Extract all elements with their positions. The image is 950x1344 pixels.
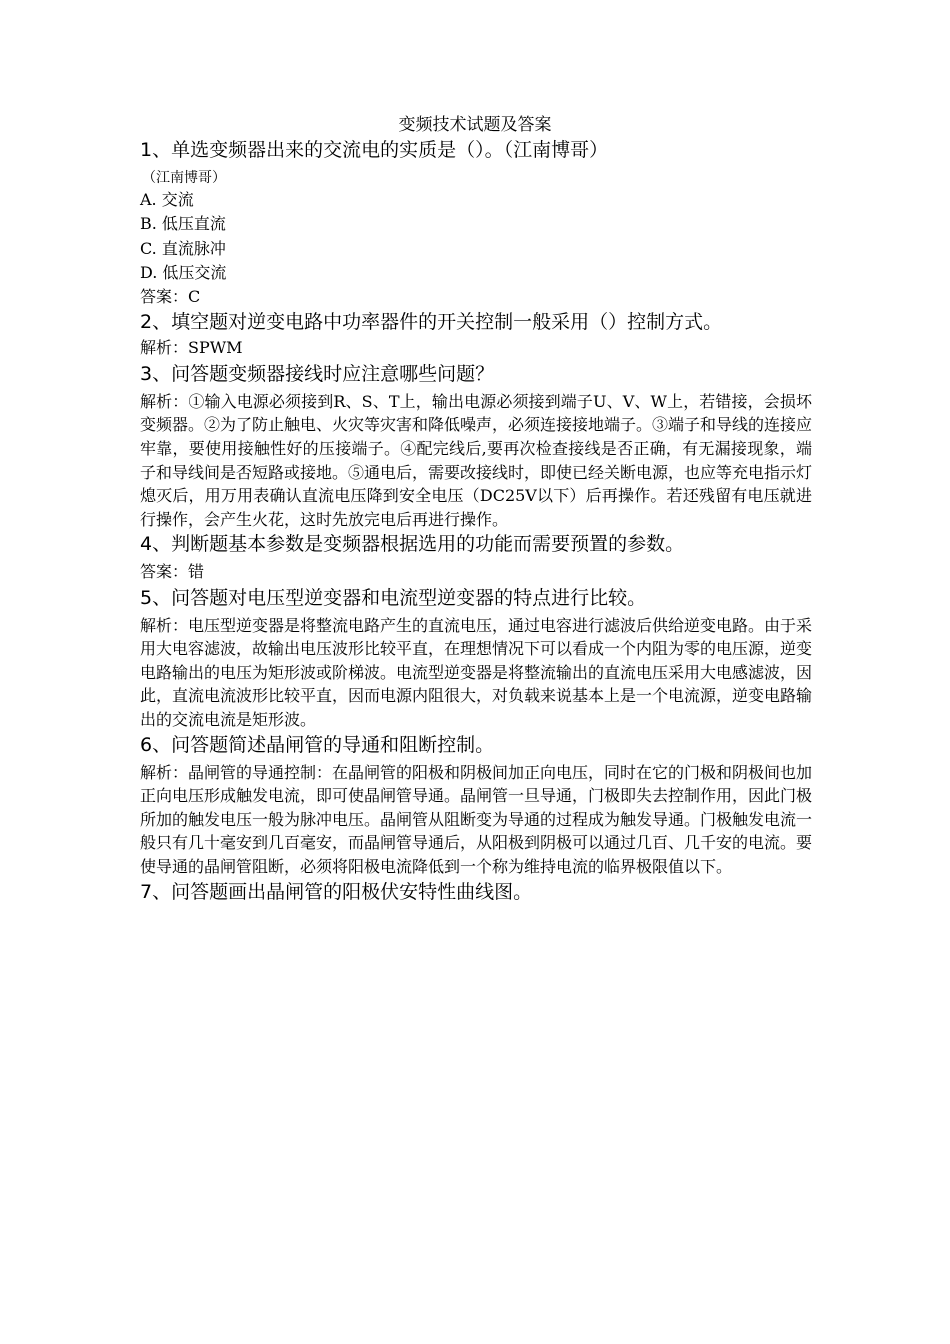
question-1-heading: 1、单选变频器出来的交流电的实质是（）。（江南博哥） [140, 139, 609, 161]
question-3-heading: 3、问答题变频器接线时应注意哪些问题？ [140, 362, 495, 385]
question-1-option-b: B. 低压直流 [140, 214, 226, 234]
question-2-analysis: 解析：SPWM [140, 338, 243, 358]
question-2-heading: 2、填空题对逆变电路中功率器件的开关控制一般采用（）控制方式。 [140, 311, 723, 334]
question-6-heading: 6、问答题简述晶闸管的导通和阻断控制。 [140, 733, 495, 756]
question-1-answer: 答案：C [140, 287, 201, 307]
question-1-option-a: A. 交流 [140, 190, 194, 209]
document-body [140, 137, 812, 906]
document-title: 变频技术试题及答案 [398, 115, 552, 135]
question-5-analysis: 解析：电压型逆变器是将整流电路产生的直流电压，通过电容进行滤波后供给逆变电路。由于采用大电容滤波，故输出电压波形比较平直，在理想情况下可以看成一个内阻为零的电压源，逆变电路输出的电压为矩形波或阶梯波。电流型逆变器是将整流输出的直流电压采用大电感滤波，因此，直流电流波形比较平直，因而电源内阻很大，对负载来说基本上是一个电流源，逆变电路输出的交流电流是矩形波。 [140, 615, 813, 730]
question-1-option-c: C. 直流脉冲 [140, 238, 226, 258]
question-6-analysis: 解析：晶闸管的导通控制：在晶闸管的阳极和阴极间加正向电压，同时在它的门极和阴极间也加正向电压形成触发电流，即可使晶闸管导通。晶闸管一旦导通，门极即失去控制作用，因此门极所加的触发电压一般为脉冲电压。晶闸管从阻断变为导通的过程成为触发导通。门极触发电流一般只有几十毫安到几百毫安，而晶闸管导通后，从阳极到阴极可以通过几百、几千安的电流。要使导通的晶闸管阻断，必须将阳极电流降低到一个称为维持电流的临界极限值以下。 [140, 762, 813, 876]
question-4-heading: 4、判断题基本参数是变频器根据选用的功能而需要预置的参数。 [140, 533, 685, 556]
question-1-source-note: （江南博哥） [142, 170, 226, 186]
question-5-heading: 5、问答题对电压型逆变器和电流型逆变器的特点进行比较。 [140, 586, 647, 609]
question-7-heading: 7、问答题画出晶闸管的阳极伏安特性曲线图。 [140, 880, 533, 903]
question-3-analysis: 解析：①输入电源必须接到R、S、T上，输出电源必须接到端子U、V、W上，若错接，会损坏变频器。②为了防止触电、火灾等灾害和降低噪声，必须连接接地端子。③端子和导线的连接应牢靠，要使用接触性好的压接端子。④配完线后,要再次检查接线是否正确，有无漏接现象，端子和导线间是否短路或接地。⑤通电后，需要改接线时，即使已经关断电源，也应等充电指示灯熄灭后，用万用表确认直流电压降到安全电压（DC25V以下）后再操作。若还残留有电压就进行操作，会产生火花，这时先放完电后再进行操作。 [140, 391, 813, 529]
question-4-answer: 答案：错 [140, 562, 205, 582]
question-1-option-d: D. 低压交流 [140, 262, 227, 282]
